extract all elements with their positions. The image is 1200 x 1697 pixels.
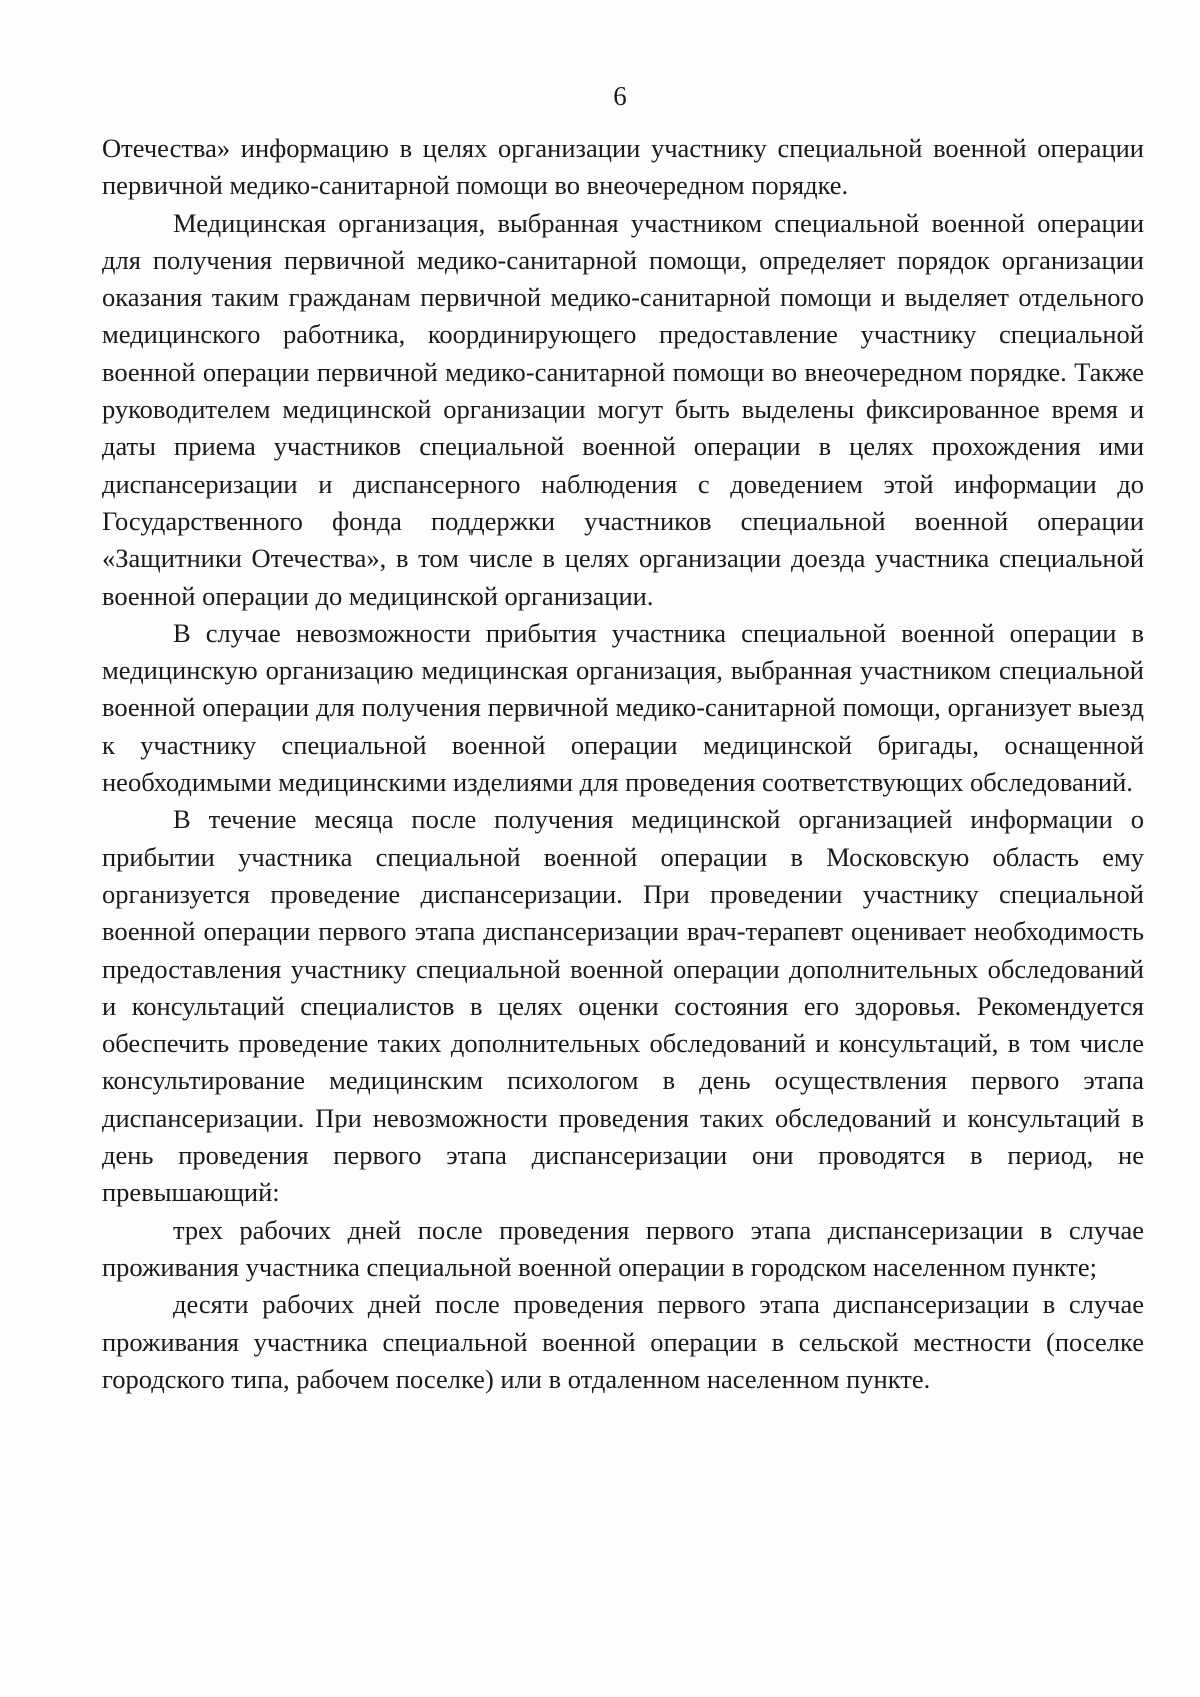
paragraph-5: трех рабочих дней после проведения первого этапа диспансеризации в случае проживания участника специальной военной операции в городском населенном пункте; (102, 1214, 1144, 1282)
document-body (102, 130, 1144, 1398)
paragraph-3: В случае невозможности прибытия участника специальной военной операции в медицинскую организацию медицинская организация, выбранная участником специальной военной операции для получения первичной медико-санитарной помощи, организует выезд к участнику специальной военной операции медицинской бригады, оснащенной необходимыми медицинскими изделиями для проведения соответствующих обследований. (102, 617, 1144, 798)
paragraph-6: десяти рабочих дней после проведения первого этапа диспансеризации в случае проживания участника специальной военной операции в сельской местности (поселке городского типа, рабочем поселке) или в отдаленном населенном пункте. (102, 1289, 1144, 1394)
paragraph-2: Медицинская организация, выбранная участником специальной военной операции для получения первичной медико-санитарной помощи, определяет порядок организации оказания таким гражданам первичной медико-санитарной помощи и выделяет отдельного медицинского работника, координирующего предоставление участнику специальной военной операции первичной медико-санитарной помощи во внеочередном порядке. Также руководителем медицинской организации могут быть выделены фиксированное время и даты приема участников специальной военной операции в целях прохождения ими диспансеризации и диспансерного наблюдения с доведением этой информации до Государственного фонда поддержки участников специальной военной операции «Защитники Отечества», в том числе в целях организации доезда участника специальной военной операции до медицинской организации. (102, 207, 1144, 611)
paragraph-4: В течение месяца после получения медицинской организацией информации о прибытии участника специальной военной операции в Московскую область ему организуется проведение диспансеризации. При проведении участнику специальной военной операции первого этапа диспансеризации врач-терапевт оценивает необходимость предоставления участнику специальной военной операции дополнительных обследований и консультаций специалистов в целях оценки состояния его здоровья. Рекомендуется обеспечить проведение таких дополнительных обследований и консультаций, в том числе консультирование медицинским психологом в день осуществления первого этапа диспансеризации. При невозможности проведения таких обследований и консультаций в день проведения первого этапа диспансеризации они проводятся в период, не превышающий: (102, 804, 1144, 1208)
paragraph-1: Отечества» информацию в целях организации участнику специальной военной операции первичной медико-санитарной помощи во внеочередном порядке. (102, 133, 1144, 201)
page-number: 6 (613, 81, 627, 111)
